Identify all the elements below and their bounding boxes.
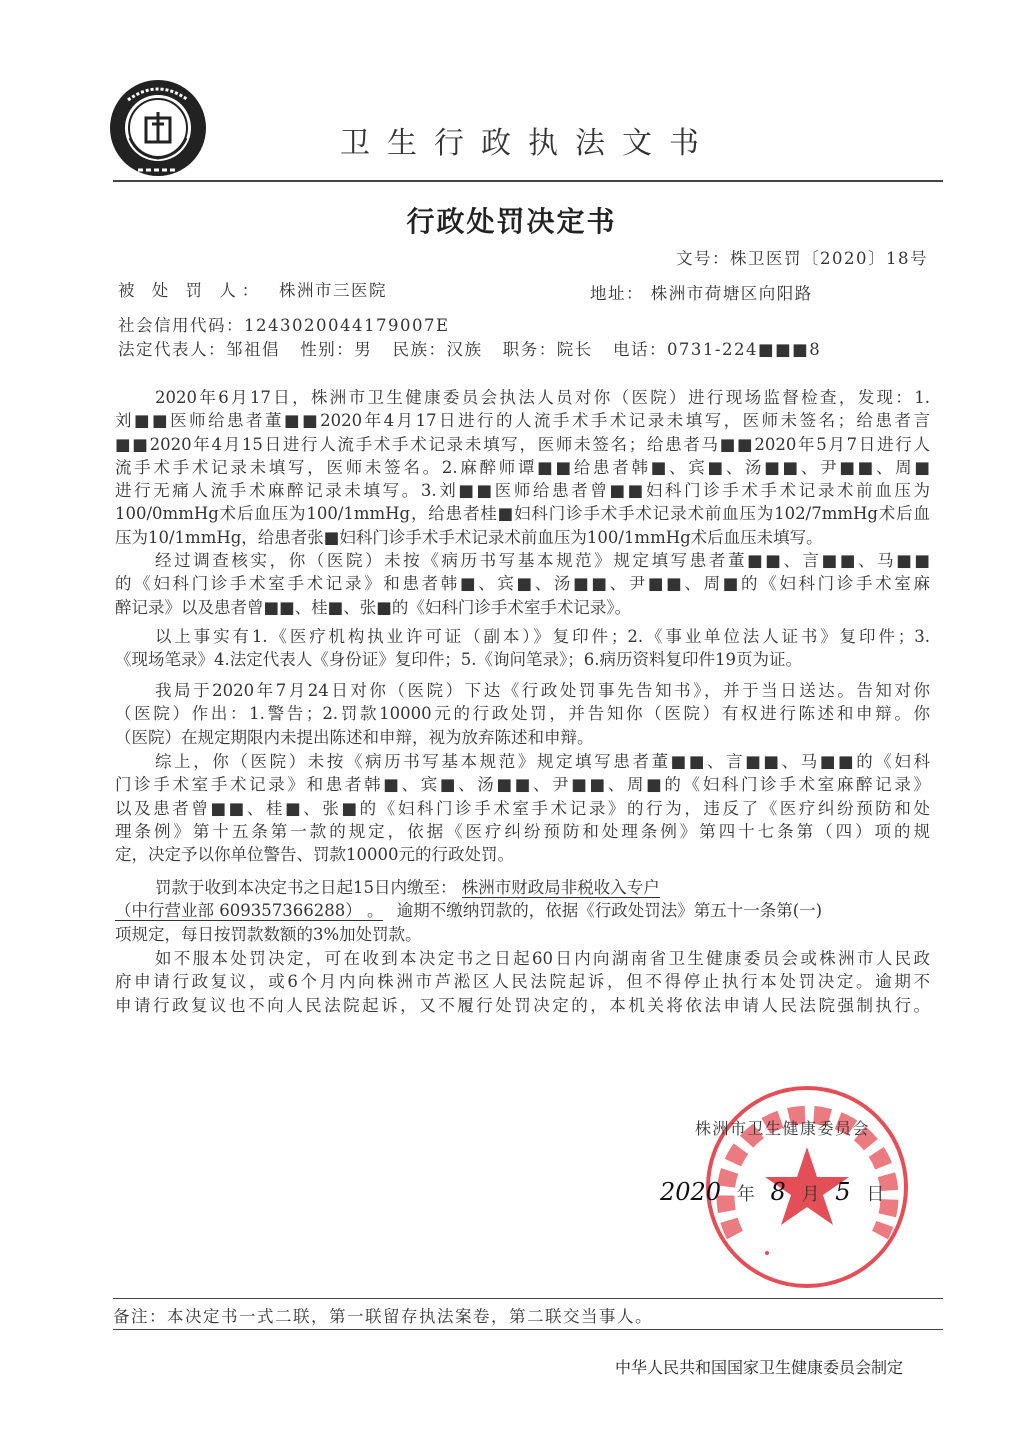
year-unit: 年 [736, 1184, 755, 1205]
paragraph-line: ■■2020年4月15日进行人流手术手术记录未填写，医师未签名；给患者马■■2020年5月7日进行人 [115, 434, 930, 454]
appeal-paragraph [115, 947, 930, 1017]
payment-paragraph [115, 876, 930, 946]
day-unit: 日 [866, 1184, 885, 1205]
body-paragraph [115, 679, 930, 749]
paragraph-line: 以及患者曾■■、桂■、张■的《妇科门诊手术室手术记录》的行为，违反了《医疗纠纷预防和处 [115, 798, 930, 818]
body-paragraph [115, 750, 930, 866]
footer-divider-bottom [113, 1329, 943, 1330]
legal-representative: 法定代表人：邹祖倡 性别：男 民族：汉族 职务：院长 电话：0731-224■■■8 [118, 340, 822, 359]
party-value: 株洲市三医院 [279, 281, 387, 300]
party-label: 被 处 罚 人： [118, 281, 265, 300]
month-unit: 月 [801, 1184, 820, 1205]
paragraph-line: 理条例》第十五条第一款的规定，依据《医疗纠纷预防和处理条例》第四十七条第（四）项的规 [115, 821, 930, 841]
payment-last-line: 项规定，每日按罚款数额的3%加处罚款。 [115, 924, 422, 944]
credit-code: 社会信用代码：1243020044179007E [118, 316, 450, 335]
payment-bank: （中行营业部 609357366288） 。 [115, 901, 384, 921]
paragraph-line: （医院）作出：1.警告；2.罚款10000元的行政处罚，并告知你（医院）有权进行陈述和申辩。你 [115, 704, 930, 724]
paragraph-line: 刘■■医师给患者董■■2020年4月17日进行的人流手术手术记录未填写，医师未签名；给患者言 [115, 411, 930, 431]
date-month: 8 [770, 1178, 786, 1206]
paragraph-line: 府申请行政复议，或6个月内向株洲市芦淞区人民法院起诉，但不得停止执行本处罚决定。逾期不 [115, 972, 930, 992]
penalized-party [118, 277, 387, 301]
payment-lead: 罚款于收到本决定书之日起15日内缴至： [155, 878, 457, 897]
paragraph-line: 进行无痛人流手术麻醉记录未填写。3.刘■■医师给患者曾■■妇科门诊手术手术记录术前血压为 [115, 481, 930, 501]
paragraph-line: 综上，你（医院）未按《病历书写基本规范》规定填写患者董■■、言■■、马■■的《妇科 [155, 752, 930, 771]
form-maker: 中华人民共和国国家卫生健康委员会制定 [615, 1358, 904, 1377]
paragraph-line: 我局于2020年7月24日对你（医院）下达《行政处罚事先告知书》，并于当日送达。告知对你 [155, 681, 930, 700]
address-value: 株洲市荷塘区向阳路 [650, 284, 813, 303]
body-paragraph [115, 386, 930, 549]
paragraph-line: 经过调查核实，你（医院）未按《病历书写基本规范》规定填写患者董■■、言■■、马■■ [155, 551, 930, 570]
paragraph-line: 流手术手术记录未填写，医师未签名。2.麻醉师谭■■给患者韩■、宾■、汤■■、尹■■、周■ [115, 457, 930, 477]
paragraph-line: 醉记录》以及患者曾■■、桂■、张■的《妇科门诊手术室手术记录》。 [115, 597, 632, 617]
document-number: 文号：株卫医罚〔2020〕18号 [676, 249, 928, 268]
paragraph-line: 压为10/1mmHg，给患者张■妇科门诊手术手术记录术前血压为100/1mmHg术后血压未填写。 [115, 527, 823, 547]
paragraph-line: 如不服本处罚决定，可在收到本决定书之日起60日内向湖南省卫生健康委员会或株洲市人民政 [155, 949, 930, 968]
paragraph-line: 2020年6月17日，株洲市卫生健康委员会执法人员对你（医院）进行现场监督检查，发现：1. [155, 388, 930, 407]
footer-divider-top [113, 1298, 943, 1299]
body-paragraph [115, 625, 930, 672]
paragraph-line: 申请行政复议也不向人民法院起诉，又不履行处罚决定的，本机关将依法申请人民法院强制执行。 [115, 995, 930, 1015]
body-paragraph [115, 549, 930, 619]
issuer-name: 株洲市卫生健康委员会 [695, 1119, 871, 1138]
header-divider [113, 180, 943, 182]
payment-overdue: 逾期不缴纳罚款的，依据《行政处罚法》第五十一条第(一) [396, 901, 823, 921]
signature-date [660, 1178, 884, 1206]
payment-account: 株洲市财政局非税收入专户 [461, 878, 660, 897]
paragraph-line: 《现场笔录》4.法定代表人《身份证》复印件；5.《询问笔录》；6.病历资料复印件19页为证。 [115, 650, 802, 670]
paragraph-line: 定，决定予以你单位警告、罚款10000元的行政处罚。 [115, 845, 514, 865]
date-day: 5 [835, 1178, 851, 1206]
address-label: 地址： [590, 284, 644, 303]
footer-note: 备注：本决定书一式二联，第一联留存执法案卷，第二联交当事人。 [113, 1307, 653, 1326]
paragraph-line: 门诊手术室手术记录》和患者韩■、宾■、汤■■、尹■■、周■的《妇科门诊手术室麻醉记录》 [115, 775, 930, 795]
header-title: 卫生行政执法文书 [340, 126, 716, 161]
paragraph-line: 的《妇科门诊手术室手术记录》和患者韩■、宾■、汤■■、尹■■、周■的《妇科门诊手术室麻 [115, 574, 930, 594]
health-inspection-emblem [108, 78, 208, 178]
paragraph-line: （医院）在规定期限内未提出陈述和申辩，视为放弃陈述和申辩。 [115, 727, 594, 747]
document-title: 行政处罚决定书 [406, 205, 617, 238]
address [590, 280, 813, 304]
date-year: 2020 [660, 1178, 722, 1206]
paragraph-line: 以上事实有1.《医疗机构执业许可证（副本）》复印件；2.《事业单位法人证书》复印件；3. [155, 627, 930, 646]
paragraph-line: 100/0mmHg术后血压为100/1mmHg，给患者桂■妇科门诊手术手术记录术前血压为102/7mmHg术后血 [115, 504, 930, 524]
